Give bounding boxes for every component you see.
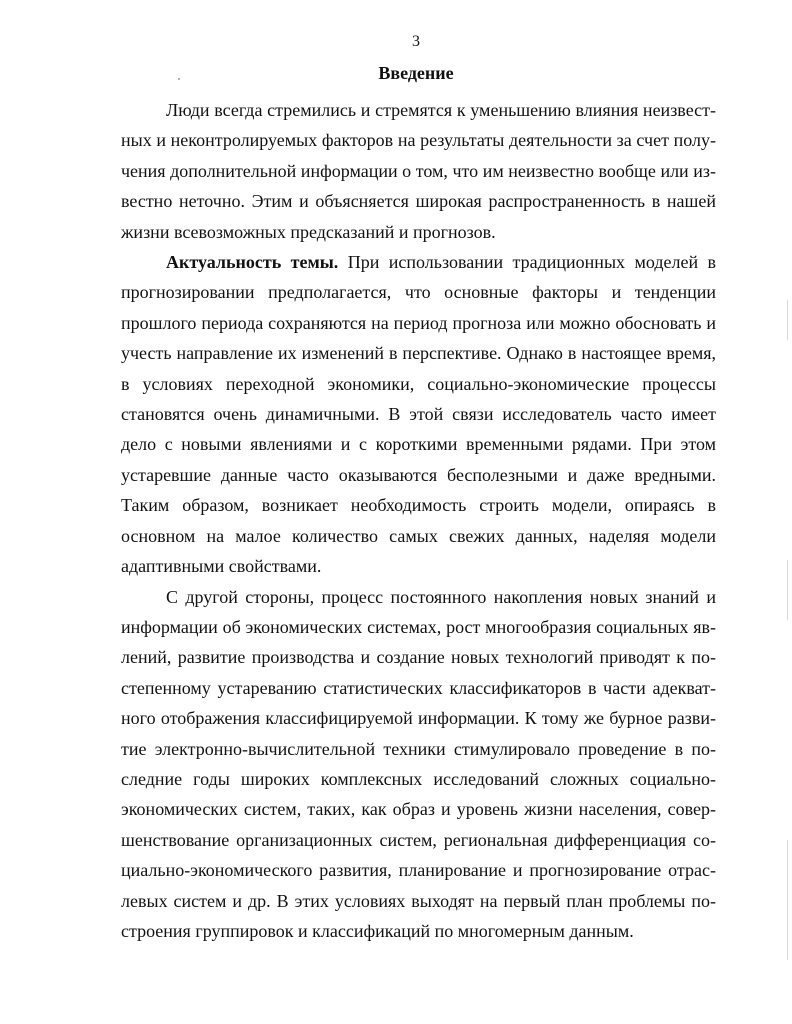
scan-edge-shadow [787, 560, 788, 620]
paragraph-text: Люди всегда стремились и стремятся к уменьшению влияния неизвестных и неконтролируемых факторов на результаты деятельности за счет получения дополнительной информации о том, что им неизвестно вообще или известно неточно. Этим и объясняется широкая распространенность в нашей жизни всевозможных предсказаний и прогнозов. [121, 100, 716, 242]
paragraph-lead-relevance: Актуальность темы. [166, 252, 339, 273]
paragraph-text: С другой стороны, процесс постоянного накопления новых знаний и информации об экономических системах, рост многообразия социальных явлений, развитие производства и создание новых технологий приводят к постепенному устареванию статистических классификаторов в части адекватного отображения классифицируемой информации. К тому же бурное развитие электронно-вычислительной техники стимулировало проведение в последние годы широких комплексных исследований сложных социально-экономических систем, таких, как образ и уровень жизни населения, совершенствование организационных систем, региональная дифференциация социально-экономического развития, планирование и прогнозирование отраслевых систем и др. В этих условиях выходят на первый план проблемы построения группировок и классификаций по многомерным данным. [121, 586, 716, 941]
paragraph-classification [121, 582, 716, 947]
paragraph-intro [121, 95, 716, 247]
scan-edge-shadow [787, 300, 788, 340]
page-number: 3 [412, 33, 420, 50]
scan-edge-shadow [787, 840, 788, 960]
body-text [121, 95, 716, 946]
paragraph-relevance [121, 247, 716, 581]
page-title: Введение [378, 63, 454, 83]
paragraph-text: При использовании традиционных моделей в прогнозировании предполагается, что основные факторы и тенденции прошлого периода сохраняются на период прогноза или можно обосновать и учесть направление их изменений в перспективе. Однако в настоящее время, в условиях переходной экономики, социально-экономические процессы становятся очень динамичными. В этой связи исследователь часто имеет дело с новыми явлениями и с короткими временными рядами. При этом устаревшие данные часто оказываются бесполезными и даже вредными. Таким образом, возникает необходимость строить модели, опираясь в основном на малое количество самых свежих данных, наделяя модели адаптивными свойствами. [121, 252, 716, 577]
